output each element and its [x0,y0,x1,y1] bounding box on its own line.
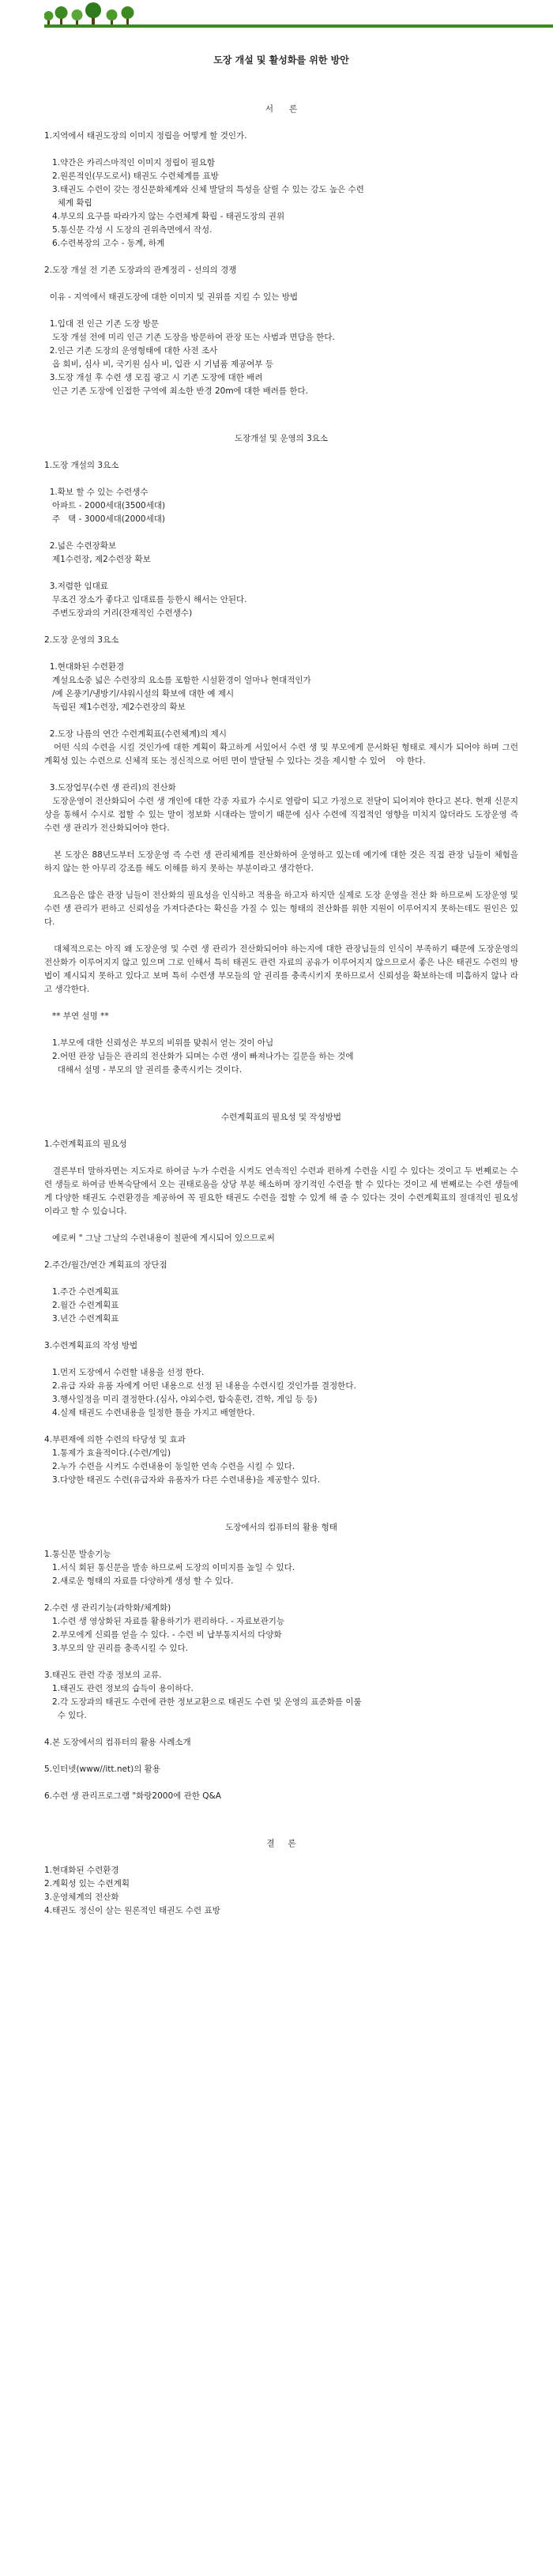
list-item: 1.부모에 대한 신뢰성은 부모의 비위를 맞춰서 얻는 것이 아님 [44,1038,274,1048]
list-item: 도장 개설 전에 미리 인근 기존 도장을 방문하여 관장 또는 사범과 면담을 한다. [44,333,335,342]
list-item: 1.지역에서 태권도장의 이미지 정립을 어떻게 할 것인가. [44,131,247,141]
spacer [44,1749,518,1763]
list-item: 대해서 설명 - 부모의 알 권리를 충족시키는 것이다. [44,1065,243,1075]
list-item: 1.수련계획표의 필요성 [44,1139,127,1149]
spacer [44,277,518,291]
spacer [44,304,518,318]
spacer [44,1588,518,1602]
list-item: 4.부편재에 의한 수련의 타당성 및 효과 [44,1435,186,1444]
list-item: 2.원론적인(무도로서) 태권도 수련체계를 표방 [44,171,219,181]
list-item: 1.입대 전 인근 기존 도장 방문 [44,319,159,329]
list-item: 3.다양한 태권도 수련(유급자와 유품자가 다른 수련내용)을 제공할수 있다. [44,1475,321,1485]
list-item: 2.주간/월간/연간 계획표의 장단점 [44,1260,167,1270]
paragraph: 본 도장은 88년도부터 도장운영 즉 수련 생 관리체계를 전산화하여 운영하고 있는데 예기에 대한 것은 직접 관장 님들이 체험을 하지 않는 한 아무리 강조를 해도 이해를 하지 못하는 부분이라고 생각한다. [44,850,521,873]
spacer [44,1723,518,1736]
list-item: 제1수련장, 제2수련장 확보 [44,555,151,564]
list-item: 1.태권도 관련 정보의 습득이 용이하다. [44,1684,194,1693]
list-item: 독립된 제1수련장, 제2수련장의 확보 [44,702,186,712]
list-item: 2.월간 수련계획표 [44,1301,119,1310]
list-item: 5.통신문 각성 시 도장의 권위측면에서 작성. [44,225,213,235]
list-item: 인근 기존 도장에 인접한 구역에 최소한 반경 20m에 대한 배려를 한다. [44,386,309,396]
list-item: 3.부모의 알 권리를 충족시킬 수 있다. [44,1644,189,1653]
list-item: 2.새로운 형태의 자료를 다양하게 생성 할 수 있다. [44,1576,234,1586]
list-item: 3.도장업무(수련 생 관리)의 전산화 [44,783,176,793]
list-item: 2.수련 생 관리기능(과학화/체계화) [44,1603,171,1613]
spacer [44,1776,518,1790]
section-heading-training-plan: 수련계획표의 필요성 및 작성방법 [220,1113,341,1122]
spacer [44,143,518,156]
list-item: 3.년간 수련계획표 [44,1314,119,1324]
computer-use-list [44,1548,518,1803]
spacer [44,714,518,728]
list-item: 수 있다. [44,1711,87,1720]
list-item: 4.실제 태권도 수련내용을 일정한 틀을 가지고 배열한다. [44,1408,255,1418]
spacer [44,1326,518,1339]
section-heading-intro: 서 론 [265,104,298,114]
list-item: 2.넓은 수련장확보 [44,541,117,551]
list-item: 1.수련 생 영상화된 자료를 활용하기가 편리하다. - 자료보관기능 [44,1617,285,1626]
list-item: 1.먼저 도장에서 수련할 내용을 선정 한다. [44,1368,205,1377]
list-item: 아파트 - 2000세대(3500세대) [44,501,166,510]
list-item: 1.약간은 카리스마적인 이미지 정립이 필요함 [44,158,215,168]
list-item: 5.인터넷(www//itt.net)의 활용 [44,1764,160,1774]
list-item: 3.태권도 수련이 갖는 정신문화체계와 신체 발달의 특성을 살릴 수 있는 강도 높은 수련 [44,185,364,194]
note-heading: ** 부연 설명 ** [44,1011,109,1021]
list-item: 2.도장 개설 전 기존 도장과의 관계정리 - 선의의 경쟁 [44,266,237,275]
list-item: 6.수련 생 관리프로그램 "화랑2000에 관한 Q&A [44,1791,221,1801]
intro-content [44,130,518,398]
list-item: 1.확보 할 수 있는 수련생수 [44,488,149,497]
list-item: 6.수련복장의 고수 - 동계, 하계 [44,239,165,248]
list-item: 2.인근 기존 도장의 운영형태에 대한 사전 조사 [44,346,218,356]
spacer [44,1420,518,1433]
spacer [44,473,518,486]
document-body [44,55,521,1918]
list-item: 이유 - 지역에서 태권도장에 대한 이미지 및 권위를 지킬 수 있는 방법 [44,292,299,302]
list-item: 1.주간 수련계획표 [44,1287,119,1297]
list-item: 1.통신문 발송기능 [44,1550,111,1559]
spacer [44,567,518,580]
spacer [44,647,518,661]
paragraph: 대체적으로는 아직 왜 도장운영 및 수련 생 관리가 전산화되어야 하는지에 대한 관장님들의 인식이 부족하기 때문에 도장운영의 전산화가 이루어지지 않고 있으며 그로 인해서 특히 태권도 관련 자료의 공유가 이루어지지 않으므로서 좋은 나은 태권도 수련의 방법이 제시되지 못하고 있다고 보며 특히 수련생 부모들의 알 권리를 충족시키지 못하므로서 신뢰성을 확보하는데 미흡하지 않나 라고 생각한다. [44,944,521,994]
paragraph: 요즈음은 많은 관장 님들이 전산화의 필요성을 인식하고 적용을 하고자 하지만 실제로 도장 운영을 전산 화 하므로써 도장운영 및 수련 생 관리가 편하고 신뢰성을 가져다준다는 확신을 가질 수 있는 형태의 전산화를 위한 지원이 이루어지지 못하는데도 원인은 있다. [44,891,521,927]
spacer [44,620,518,634]
section-heading-3-elements: 도장개설 및 운영의 3요소 [234,434,329,443]
list-item: 2.계획성 있는 수련계획 [44,1879,130,1889]
list-item: 1.서식 회된 통신문을 발송 하므로써 도장의 이미지를 높일 수 있다. [44,1563,295,1572]
section-heading-conclusion: 결 론 [266,1839,296,1848]
header-rule [44,24,553,28]
list-item: 옵 회비, 심사 비, 국기원 심사 비, 입관 시 기념품 제공여부 등 [44,360,274,369]
paragraph: 어떤 식의 수련을 시킬 것인가에 대한 계획이 확고하게 서있어서 수련 생 및 부모에게 문서화된 형태로 제시가 되어야 하며 그런 계획성 있는 수련으로 신체적 또는 정신적으로 어떤 면이 발달될 수 있다는 것을 제시할 수 있어 야 한다. [44,743,521,766]
list-item: 3.저렴한 임대료 [44,582,108,591]
list-item: 4.태권도 정신이 살는 원론적인 태권도 수련 표방 [44,1906,220,1915]
list-item: 4.본 도장에서의 컴퓨터의 활용 사례소개 [44,1738,191,1747]
list-item: 2.부모에게 신뢰를 얻을 수 있다. - 수련 비 납부통지서의 다양화 [44,1630,282,1640]
list-item: 체계 확립 [44,198,92,208]
spacer [44,1272,518,1286]
conclusion-list [44,1864,518,1918]
list-item: 3.태권도 관련 각종 정보의 교류. [44,1670,162,1680]
header-banner [44,0,553,30]
list-item: 주 택 - 3000세대(2000세대) [44,514,165,524]
list-item: 1.통제가 효율적이다.(수련/게임) [44,1448,171,1458]
list-item: 1.현대화된 수련환경 [44,662,125,672]
list-item: 3.운영체계의 전산화 [44,1892,119,1902]
spacer [44,1353,518,1366]
list-item: 2.도장 나름의 연간 수련계획표(수련체계)의 제시 [44,729,227,739]
paragraph: 예로써 " 그날 그날의 수련내용이 칠판에 게시되어 있으므로써 [44,1233,275,1243]
list-item: 1.도장 개설의 3요소 [44,461,119,470]
list-item: 3.수련계획표의 작성 방법 [44,1341,138,1350]
list-item: 3.행사일정을 미리 결정한다.(심사, 야외수련, 합숙훈련, 견학, 게임 등 등) [44,1395,318,1404]
section-3-elements-list [44,459,518,741]
list-item: 2.각 도장과의 태권도 수련에 관한 정보교환으로 태권도 수련 및 운영의 표준화를 이룰 [44,1697,362,1707]
list-item: 2.도장 운영의 3요소 [44,635,119,645]
list-item: 2.어떤 관장 님들은 관리의 전산화가 되며는 수련 생이 빠져나가는 길문을 하는 것에 [44,1052,354,1061]
list-item: 2.누가 수련을 시켜도 수련내용이 동일한 연속 수련을 시킬 수 있다. [44,1462,295,1471]
list-item: 주변도장과의 거리(잔재적인 수련생수) [44,608,193,618]
list-item: /예 온풍기/냉방기/샤워시설의 확보에 대한 예 제시 [44,689,235,699]
spacer [44,250,518,264]
paragraph: 결론부터 말하자면는 지도자로 하여금 누가 수련을 시켜도 연속적인 수련과 편하게 수련을 시킬 수 있다는 것이고 두 번째로는 수련 생들로 하여금 반복숙달에서 오는 권태로움을 상당 부분 해소하며 장기적인 수련을 할 수 있다는 것이고 세 번째로는 수련 생들에게 다양한 태권도 수련환경을 제공하여 꼭 필요한 태권도 수련을 접할 수 있게 해 줄 수 있다는 것이 수련계획표의 절대적인 필요성이라고 할 수 있습니다. [44,1166,518,1216]
note-list [44,1037,518,1077]
list-item: 4.부모의 요구를 따라가지 않는 수련체계 확립 - 태권도장의 권위 [44,212,285,221]
list-item: 계설요소중 넓은 수련장의 요소를 포함한 시설환경이 얼마나 현대적인가 [44,676,311,685]
list-item: 2.유급 자와 유품 자에게 어떤 내용으로 선정 된 내용을 수련시킬 것인가를 결정한다. [44,1381,356,1391]
list-item: 1.현대화된 수련환경 [44,1866,119,1875]
list-item: 무조건 장소가 좋다고 임대료를 등한시 해서는 안된다. [44,595,247,604]
list-item: 3.도장 개설 후 수련 생 모집 광고 시 기존 도장에 대한 배려 [44,373,263,382]
document-title: 도장 개설 및 활성화를 위한 방안 [213,55,349,66]
paragraph: 도장운영이 전산화되어 수련 생 개인에 대한 각종 자료가 수시로 열람이 되고 가정으로 전달이 되어져야 한다고 본다. 현재 신문지상을 통해서 수시로 접할 수 있는 말이 정보화 시대라는 말이기 때문에 심사 수련에 직접적인 영향을 미치지 않더라도 도장운영 즉 수련 생 관리가 전산화되어야 한다. [44,797,521,833]
training-plan-list [44,1259,518,1487]
spacer [44,526,518,540]
spacer [44,1655,518,1669]
section-heading-computer-use: 도장에서의 컴퓨터의 활용 형태 [225,1523,337,1532]
